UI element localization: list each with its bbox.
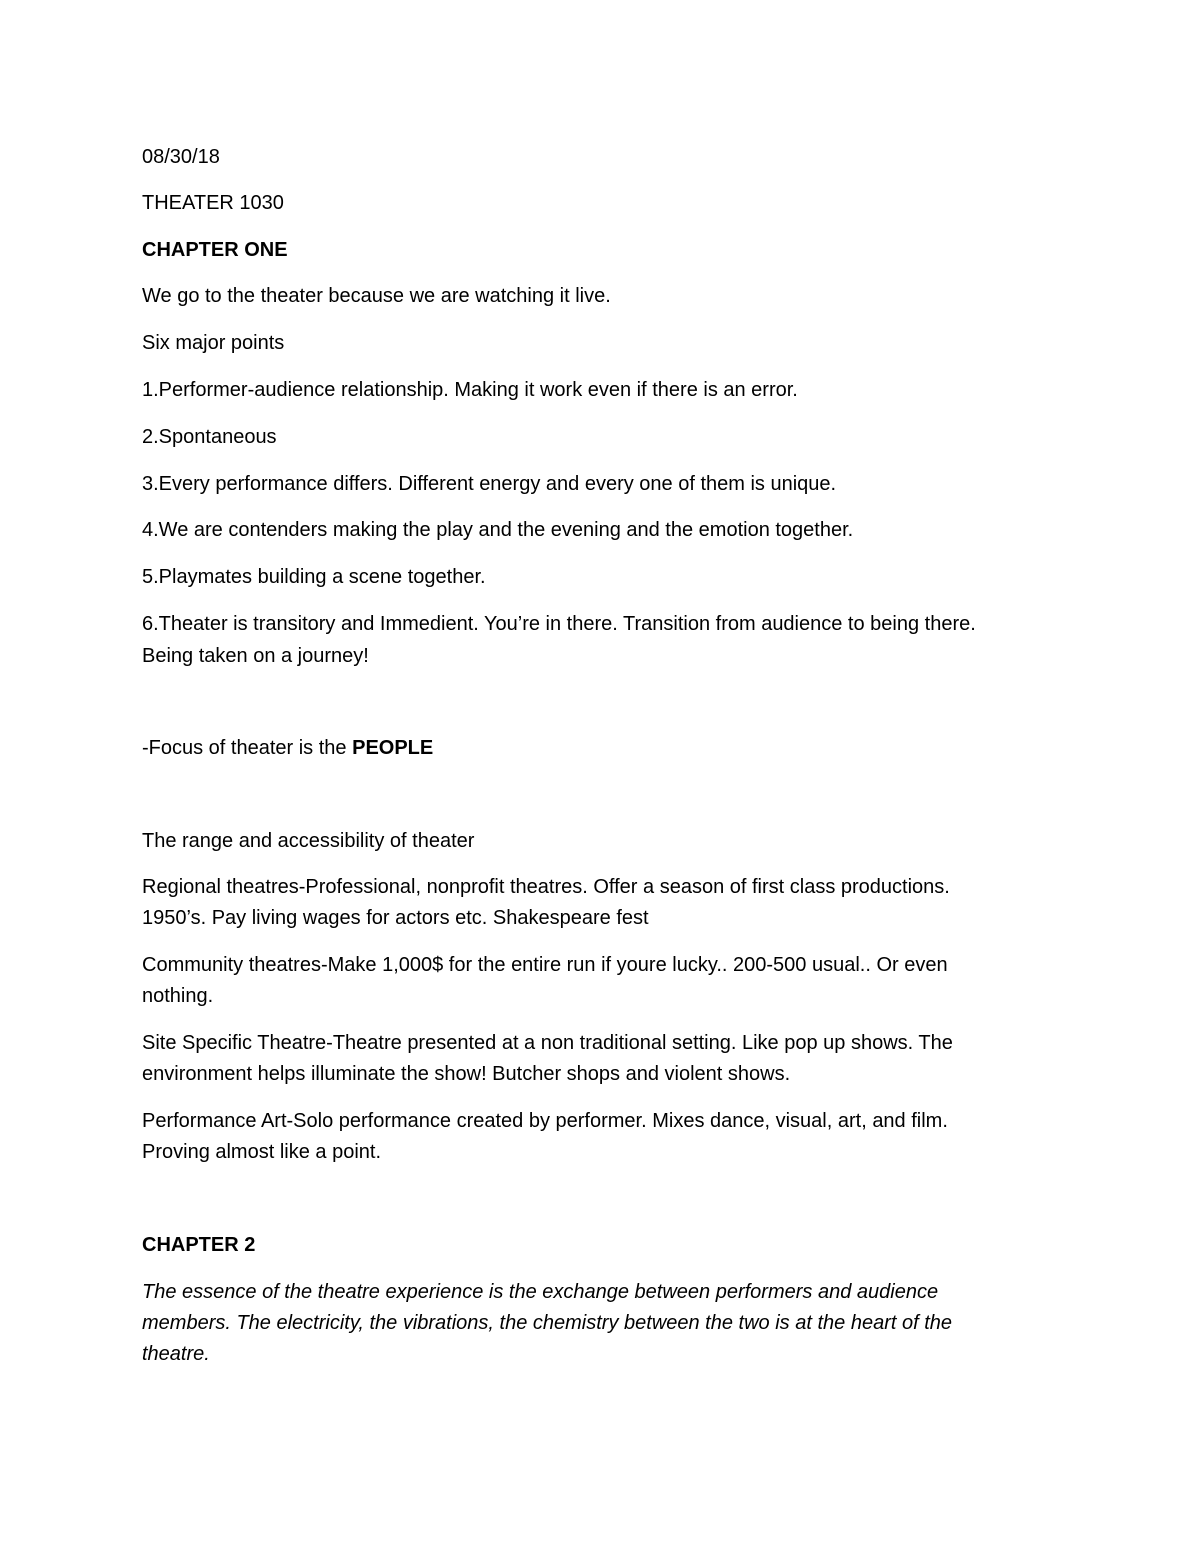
focus-emphasis: PEOPLE bbox=[352, 737, 434, 759]
chapter-two-quote-line-2: members. The electricity, the vibrations, the chemistry between the two is at the heart of the bbox=[142, 1312, 952, 1334]
site-specific-line-2: environment helps illuminate the show! Butcher shops and violent shows. bbox=[142, 1063, 791, 1085]
point-3: 3.Every performance differs. Different energy and every one of them is unique. bbox=[142, 473, 837, 495]
performance-art-line-1: Performance Art-Solo performance created by performer. Mixes dance, visual, art, and film. bbox=[142, 1110, 948, 1132]
point-4: 4.We are contenders making the play and the evening and the emotion together. bbox=[142, 519, 854, 541]
regional-line-2: 1950’s. Pay living wages for actors etc. Shakespeare fest bbox=[142, 907, 649, 929]
chapter-two-heading: CHAPTER 2 bbox=[142, 1234, 256, 1256]
chapter-one-intro: We go to the theater because we are watching it live. bbox=[142, 285, 611, 307]
performance-art-line-2: Proving almost like a point. bbox=[142, 1141, 382, 1163]
focus-prefix: -Focus of theater is the bbox=[142, 737, 353, 759]
points-heading: Six major points bbox=[142, 332, 285, 354]
chapter-two-quote-line-1: The essence of the theatre experience is the exchange between performers and audience bbox=[142, 1281, 939, 1303]
date-line: 08/30/18 bbox=[142, 146, 220, 168]
point-2: 2.Spontaneous bbox=[142, 426, 277, 448]
focus-line bbox=[142, 733, 1062, 764]
point-5: 5.Playmates building a scene together. bbox=[142, 566, 486, 588]
community-line-2: nothing. bbox=[142, 985, 214, 1007]
regional-line-1: Regional theatres-Professional, nonprofit theatres. Offer a season of first class productions. bbox=[142, 876, 950, 898]
point-1: 1.Performer-audience relationship. Making it work even if there is an error. bbox=[142, 379, 798, 401]
point-6-continued: Being taken on a journey! bbox=[142, 645, 369, 667]
chapter-two-quote-line-3: theatre. bbox=[142, 1343, 210, 1365]
community-line-1: Community theatres-Make 1,000$ for the entire run if youre lucky.. 200-500 usual.. Or even bbox=[142, 954, 948, 976]
point-6: 6.Theater is transitory and Immedient. You’re in there. Transition from audience to being there. bbox=[142, 613, 976, 635]
course-title: THEATER 1030 bbox=[142, 192, 284, 214]
site-specific-line-1: Site Specific Theatre-Theatre presented at a non traditional setting. Like pop up shows. The bbox=[142, 1032, 953, 1054]
range-heading: The range and accessibility of theater bbox=[142, 830, 475, 852]
chapter-one-heading: CHAPTER ONE bbox=[142, 239, 288, 261]
